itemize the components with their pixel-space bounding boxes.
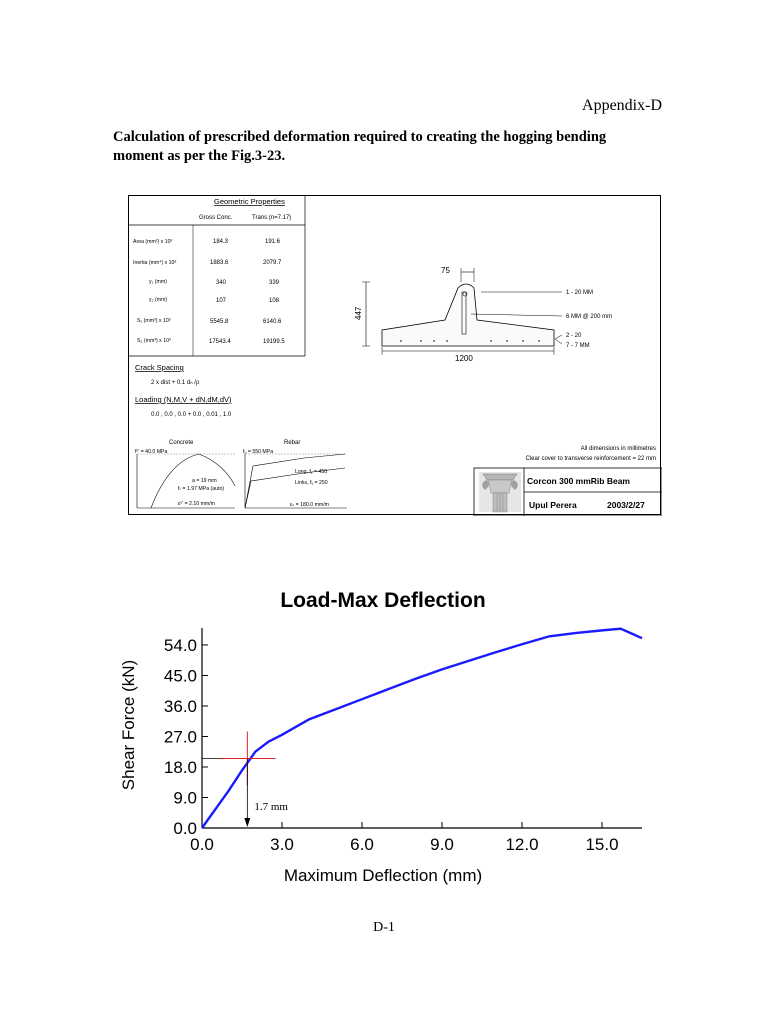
x-tick-label: 0.0: [190, 835, 214, 854]
x-tick-label: 6.0: [350, 835, 374, 854]
title-block-author: Upul Perera: [529, 500, 577, 510]
rebar-title: Rebar: [284, 440, 301, 446]
cover-note: Clear cover to transverse reinforcement = 22 mm: [525, 456, 656, 462]
bottom-rebar-dot: [446, 340, 448, 342]
row-label: Area (mm²) x 10³: [133, 239, 173, 245]
row-label: S₁ (mm³) x 10³: [137, 318, 171, 324]
rib-beam-section: [382, 284, 554, 346]
row-trans: 339: [269, 280, 280, 286]
bottom-rebar-dot: [400, 340, 402, 342]
calculation-title: Calculation of prescribed deformation required to creating the hogging bending moment as per the Fig.3-23.: [113, 129, 607, 164]
units-note: All dimensions in millimetres: [580, 446, 656, 452]
rebar-long: Long, fᵧ = 450: [295, 469, 328, 475]
top-rebar-label: 1 - 20 MM: [566, 290, 594, 296]
y-tick-label: 36.0: [163, 696, 197, 716]
series-line: [202, 629, 642, 828]
load-deflection-chart: [100, 580, 660, 890]
bottom-rebar-dot: [420, 340, 422, 342]
axis-ticks: [164, 636, 619, 854]
x-axis-label: Maximum Deflection (mm): [283, 866, 483, 885]
row-trans: 19199.5: [263, 339, 285, 345]
deflection-marker: [202, 732, 288, 827]
col-trans-header: Trans (n=7.17): [252, 215, 292, 221]
loading-values: 0.0 , 0.0 , 0.0 + 0.0 , 0.01 , 1.0: [151, 412, 232, 418]
chart-title: Load-Max Deflection: [280, 589, 486, 612]
row-gross: 17543.4: [209, 339, 231, 345]
x-tick-label: 12.0: [505, 835, 539, 854]
x-tick-label: 3.0: [270, 835, 294, 854]
y-tick-label: 0.0: [173, 819, 197, 838]
concrete-ec: εᶜ' = 2.10 mm/m: [178, 501, 215, 507]
row-gross: 1883.6: [210, 260, 229, 266]
section-properties-panel: [128, 195, 661, 515]
y-tick-label: 45.0: [163, 666, 197, 686]
x-tick-label: 15.0: [585, 835, 619, 854]
rebar-links: Links, fᵧ = 250: [295, 480, 328, 486]
appendix-heading: Appendix-D: [582, 97, 662, 114]
bottom-rebar-dot: [522, 340, 524, 342]
col-gross-header: Gross Conc.: [199, 215, 233, 221]
series-layer: [202, 629, 642, 828]
row-label: Inertia (mm⁴) x 10⁶: [133, 260, 177, 266]
bottom-rebar-dot: [433, 340, 435, 342]
page-number: D-1: [373, 920, 395, 935]
bottom-rebar-label-2: 7 - 7 MM: [566, 343, 590, 349]
bottom-rebar-dot: [490, 340, 492, 342]
section-panel-drawing: [129, 196, 662, 516]
y-tick-label: 27.0: [163, 727, 197, 747]
bottom-rebar-label-1: 2 - 20: [566, 333, 582, 339]
row-label: y₁ (mm): [149, 279, 167, 285]
row-gross: 340: [216, 280, 227, 286]
title-block-project: Corcon 300 mmRib Beam: [527, 476, 630, 486]
row-gross: 184.3: [213, 239, 229, 245]
concrete-ft: fₜ = 1.97 MPa (auto): [178, 486, 225, 492]
flange-width-label: 1200: [455, 354, 473, 363]
crack-spacing-title: Crack Spacing: [135, 363, 184, 372]
row-trans: 191.6: [265, 239, 281, 245]
web-width-label: 75: [441, 266, 450, 275]
marker-arrowhead: [244, 818, 250, 827]
rebar-fu: fᵤ = 550 MPa: [243, 449, 274, 455]
row-label: S₂ (mm³) x 10³: [137, 338, 171, 344]
row-gross: 5545.8: [210, 319, 229, 325]
x-tick-label: 9.0: [430, 835, 454, 854]
loading-title: Loading (N,M,V + dN,dM,dV): [135, 395, 232, 404]
column-capital-icon: [479, 472, 521, 512]
depth-label: 447: [354, 306, 363, 320]
stirrup-leader: [471, 314, 562, 316]
rebar-es: εₛ = 180.0 mm/m: [290, 502, 329, 508]
row-label: y₂ (mm): [149, 297, 168, 303]
crack-spacing-formula: 2 x dist + 0.1 dₕ /ρ: [151, 380, 200, 386]
bottom-rebar-dot: [506, 340, 508, 342]
bottom-rebar-dot: [538, 340, 540, 342]
marker-label: 1.7 mm: [254, 801, 288, 813]
y-tick-label: 9.0: [173, 788, 197, 808]
y-axis-label: Shear Force (kN): [119, 659, 138, 791]
concrete-title: Concrete: [169, 440, 194, 446]
row-trans: 2079.7: [263, 260, 282, 266]
title-block-date: 2003/2/27: [607, 500, 645, 510]
row-trans: 108: [269, 298, 280, 304]
stirrup-label: 6 MM @ 200 mm: [566, 314, 613, 320]
y-tick-label: 54.0: [163, 635, 197, 655]
row-gross: 107: [216, 298, 227, 304]
y-tick-label: 18.0: [163, 757, 197, 777]
concrete-a: a = 19 mm: [192, 478, 217, 484]
bottom-rebar-leader: [555, 335, 562, 344]
row-trans: 6140.6: [263, 319, 282, 325]
geometric-properties-title: Geometric Properties: [214, 197, 285, 206]
concrete-fc: fᶜ' = 40.0 MPa: [135, 449, 168, 455]
